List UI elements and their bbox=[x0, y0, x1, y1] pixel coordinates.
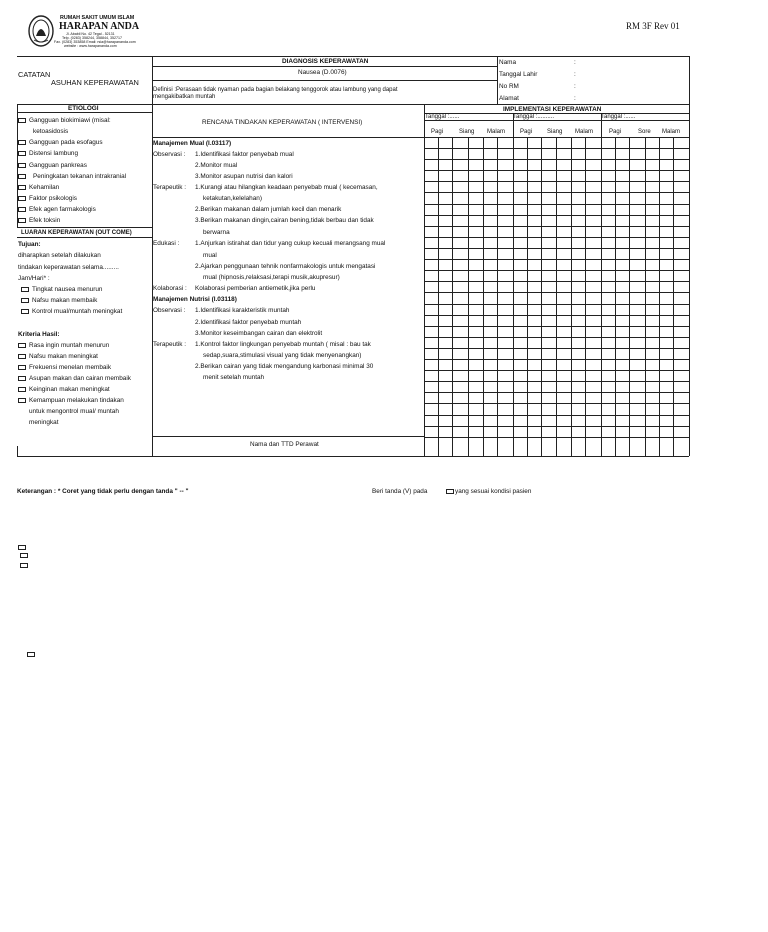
goal-item-1[interactable]: Tingkat nausea menurun bbox=[21, 286, 102, 294]
mual-kolaborasi-label: Kolaborasi : bbox=[153, 285, 187, 292]
mual-obs-1: 1.Identifikasi faktor penyebab mual bbox=[195, 151, 294, 158]
kriteria-heading: Kriteria Hasil: bbox=[18, 331, 60, 338]
etiologi-item-8[interactable]: Efek agen farmakologis bbox=[18, 206, 96, 214]
grid-column-line bbox=[659, 137, 660, 456]
patient-info-divider bbox=[497, 56, 498, 105]
tanggal-row-line bbox=[424, 120, 689, 121]
grid-row-line bbox=[424, 270, 689, 271]
grid-row-line bbox=[424, 259, 689, 260]
etiologi-item-7[interactable]: Faktor psikologis bbox=[18, 195, 77, 203]
grid-row-line bbox=[424, 226, 689, 227]
patient-tanggal-lahir-label: Tanggal Lahir bbox=[499, 71, 538, 78]
grid-column-line bbox=[541, 137, 542, 456]
mual-edu-1: 1.Anjurkan istirahat dan tidur yang cukup kecuali merangsang mual bbox=[195, 240, 386, 247]
grid-column-line bbox=[601, 137, 602, 456]
etiologi-item-4[interactable]: Gangguan pankreas bbox=[18, 162, 87, 170]
checkbox[interactable] bbox=[18, 365, 26, 370]
stray-checkbox-1[interactable] bbox=[18, 545, 26, 550]
diagnosis-heading-line bbox=[152, 66, 497, 67]
shift-day2-siang: Siang bbox=[547, 129, 563, 135]
luaran-top-line bbox=[17, 227, 152, 228]
luaran-heading: LUARAN KEPERAWATAN (OUT COME) bbox=[21, 230, 132, 236]
checkbox[interactable] bbox=[18, 196, 26, 201]
mual-obs-2: 2.Monitor mual bbox=[195, 162, 238, 169]
grid-row-line bbox=[424, 159, 689, 160]
grid-column-line bbox=[527, 137, 528, 456]
grid-column-line bbox=[629, 137, 630, 456]
shift-day3-sore: Sore bbox=[638, 129, 651, 135]
etiologi-item-2[interactable]: Gangguan pada esofagus bbox=[18, 139, 103, 147]
bottom-mid-tick bbox=[152, 446, 153, 456]
grid-row-line bbox=[424, 348, 689, 349]
kriteria-item-6-cont2: meningkat bbox=[29, 419, 59, 426]
nutrisi-terapeutik-label: Terapeutik : bbox=[153, 341, 187, 348]
bottom-left-tick bbox=[17, 446, 18, 456]
grid-row-line bbox=[424, 281, 689, 282]
patient-nama-colon: : bbox=[574, 59, 576, 66]
shift-day1-pagi: Pagi bbox=[431, 129, 444, 135]
tanggal-2: Tanggal :.......... bbox=[513, 114, 555, 120]
hospital-name: HARAPAN ANDA bbox=[59, 21, 140, 32]
mual-observasi-label: Observasi : bbox=[153, 151, 186, 158]
grid-column-line bbox=[645, 137, 646, 456]
checkbox[interactable] bbox=[18, 387, 26, 392]
goal-item-2[interactable]: Nafsu makan membaik bbox=[21, 297, 97, 305]
tujuan-line3: Jam/Hari* : bbox=[18, 275, 50, 282]
grid-row-line bbox=[424, 392, 689, 393]
grid-column-line bbox=[424, 137, 425, 456]
patient-no-rm-colon: : bbox=[574, 83, 576, 90]
hospital-line1: RUMAH SAKIT UMUM ISLAM bbox=[60, 15, 135, 21]
mual-ter-1b: ketakutan,kelelahan) bbox=[203, 195, 262, 202]
grid-column-line bbox=[585, 137, 586, 456]
grid-row-line bbox=[424, 248, 689, 249]
title-asuhan: ASUHAN KEPERAWATAN bbox=[51, 78, 139, 87]
kriteria-item-3[interactable]: Frekuensi menelan membaik bbox=[18, 364, 111, 372]
nutrisi-obs-2: 2.Identifikasi faktor penyebab muntah bbox=[195, 319, 302, 326]
grid-row-line bbox=[424, 192, 689, 193]
grid-row-line bbox=[424, 403, 689, 404]
checkbox[interactable] bbox=[18, 376, 26, 381]
title-catatan: CATATAN bbox=[18, 70, 51, 79]
checkbox[interactable] bbox=[18, 185, 26, 190]
patient-no-rm-label: No RM bbox=[499, 83, 519, 90]
left-column-divider bbox=[152, 56, 153, 456]
grid-column-line bbox=[438, 137, 439, 456]
intervensi-heading: RENCANA TINDAKAN KEPERAWATAN ( INTERVENSI) bbox=[202, 119, 363, 126]
grid-row-line bbox=[424, 326, 689, 327]
etiologi-item-1[interactable]: Gangguan biokimiawi (misal: bbox=[18, 117, 111, 125]
grid-row-line bbox=[424, 437, 689, 438]
legend-checkbox bbox=[446, 489, 454, 494]
tujuan-line1: diharapkan setelah dilakukan bbox=[18, 252, 101, 259]
hospital-address: Jl. Ababil No. 42 Tegal - 52131 bbox=[66, 32, 115, 36]
mual-edu-2: 2.Ajarkan penggunaan tehnik nonfarmakologis untuk mengatasi bbox=[195, 263, 376, 270]
keterangan-note: Keterangan : * Coret yang tidak perlu dengan tanda " -- " bbox=[17, 488, 189, 495]
grid-column-line bbox=[556, 137, 557, 456]
grid-row-line bbox=[424, 215, 689, 216]
etiologi-item-5[interactable]: Peningkatan tekanan intrakranial bbox=[18, 173, 126, 181]
kriteria-item-1[interactable]: Rasa ingin muntah menurun bbox=[18, 342, 109, 350]
kriteria-item-2[interactable]: Nafsu makan meningkat bbox=[18, 353, 98, 361]
tujuan-line2: tindakan keperawatan selama......... bbox=[18, 264, 119, 271]
checkbox[interactable] bbox=[18, 354, 26, 359]
grid-row-line bbox=[424, 381, 689, 382]
etiologi-item-6[interactable]: Kehamilan bbox=[18, 184, 59, 192]
mual-ter-1: 1.Kurangi atau hilangkan keadaan penyebab mual ( kecemasan, bbox=[195, 184, 378, 191]
grid-row-line bbox=[424, 148, 689, 149]
checkbox[interactable] bbox=[18, 398, 26, 403]
nutrisi-obs-1: 1.Identifikasi karakteristik muntah bbox=[195, 307, 290, 314]
grid-column-line bbox=[497, 137, 498, 456]
kriteria-item-6[interactable]: Kemampuan melakukan tindakan bbox=[18, 397, 124, 405]
tujuan-label: Tujuan: bbox=[18, 241, 41, 248]
luaran-heading-line bbox=[17, 237, 152, 238]
grid-column-line bbox=[673, 137, 674, 456]
patient-alamat-label: Alamat bbox=[499, 95, 519, 102]
etiologi-item-9[interactable]: Efek toksin bbox=[18, 217, 60, 225]
kriteria-item-5[interactable]: Keinginan makan meningkat bbox=[18, 386, 110, 394]
tanggal-3: Tanggal :...... bbox=[601, 114, 636, 120]
table-bottom-border bbox=[17, 456, 689, 457]
kriteria-item-4[interactable]: Asupan makan dan cairan membaik bbox=[18, 375, 131, 383]
hospital-website: website : www.harapananda.com bbox=[64, 44, 117, 48]
grid-row-line bbox=[424, 359, 689, 360]
mual-terapeutik-label: Terapeutik : bbox=[153, 184, 187, 191]
mual-heading: Manajemen Mual (I.03117) bbox=[153, 140, 232, 147]
etiologi-item-3[interactable]: Distensi lambung bbox=[18, 150, 78, 158]
checkbox[interactable] bbox=[18, 118, 26, 123]
goal-item-3[interactable]: Kontrol mual/muntah meningkat bbox=[21, 308, 122, 316]
diagnosis-name: Nausea (D.0076) bbox=[298, 69, 347, 76]
grid-row-line bbox=[424, 204, 689, 205]
nutrisi-ter-2b: menit setelah muntah bbox=[203, 374, 265, 381]
diagnosis-heading: DIAGNOSIS KEPERAWATAN bbox=[282, 58, 369, 65]
grid-row-line bbox=[424, 237, 689, 238]
mual-ter-2: 2.Berikan makanan dalam jumlah kecil dan menarik bbox=[195, 206, 342, 213]
beri-tanda-note: Beri tanda (V) pada bbox=[372, 488, 428, 495]
grid-row-line bbox=[424, 137, 689, 138]
hospital-phone: Telp. (0283) 358244, 358844, 352717 bbox=[62, 36, 122, 40]
shift-day3-pagi: Pagi bbox=[609, 129, 622, 135]
nutrisi-obs-3: 3.Monitor keseimbangan cairan dan elektrolit bbox=[195, 330, 323, 337]
mual-kol-1: Kolaborasi pemberian antiemetik,jika perlu bbox=[195, 285, 316, 292]
nutrisi-observasi-label: Observasi : bbox=[153, 307, 186, 314]
checkbox[interactable] bbox=[18, 151, 26, 156]
checkbox[interactable] bbox=[18, 140, 26, 145]
mual-edu-1b: mual bbox=[203, 252, 217, 259]
hospital-fax-email: Fax. (0283) 353858 Email: rsia@harapananda.com bbox=[54, 40, 136, 44]
mual-edu-2b: mual (hipnosis,relaksasi,terapi musik,akupresur) bbox=[203, 274, 340, 281]
mual-edukasi-label: Edukasi : bbox=[153, 240, 180, 247]
grid-row-line bbox=[424, 170, 689, 171]
grid-column-line bbox=[513, 137, 514, 456]
grid-column-line bbox=[452, 137, 453, 456]
grid-row-line bbox=[424, 304, 689, 305]
shift-day1-malam: Malam bbox=[487, 129, 506, 135]
checkbox[interactable] bbox=[21, 298, 29, 303]
checkbox[interactable] bbox=[18, 343, 26, 348]
stray-checkbox-4[interactable] bbox=[27, 652, 35, 657]
shift-day3-malam: Malam bbox=[662, 129, 681, 135]
etiologi-item-1-cont: ketoasidosis bbox=[33, 128, 69, 135]
shift-day2-pagi: Pagi bbox=[520, 129, 533, 135]
grid-column-line bbox=[468, 137, 469, 456]
grid-row-line bbox=[424, 315, 689, 316]
mual-obs-3: 3.Monitor asupan nutrisi dan kalori bbox=[195, 173, 293, 180]
checkbox[interactable] bbox=[18, 218, 26, 223]
table-right-border bbox=[689, 56, 690, 456]
stray-checkbox-2[interactable] bbox=[20, 553, 28, 558]
etiologi-heading: ETIOLOGI bbox=[68, 105, 99, 112]
kriteria-item-6-cont1: untuk mengontrol mual/ muntah bbox=[29, 408, 119, 415]
patient-nama-label: Nama bbox=[499, 59, 517, 66]
grid-column-line bbox=[571, 137, 572, 456]
patient-tanggal-colon: : bbox=[574, 71, 576, 78]
checkbox[interactable] bbox=[21, 309, 29, 314]
intervensi-heading-line bbox=[152, 137, 424, 138]
nutrisi-ter-1: 1.Kontrol faktor lingkungan penyebab muntah ( misal : bau tak bbox=[195, 341, 371, 348]
diagnosis-definition-l1: Definisi :Perasaan tidak nyaman pada bagian belakang tenggorok atau lambung yang dapat bbox=[153, 87, 398, 93]
form-code: RM 3F Rev 01 bbox=[626, 21, 680, 31]
mual-ter-3b: berwarna bbox=[203, 229, 230, 236]
grid-row-line bbox=[424, 337, 689, 338]
grid-row-line bbox=[424, 370, 689, 371]
grid-row-line bbox=[424, 415, 689, 416]
ttd-label: Nama dan TTD Perawat bbox=[250, 441, 319, 448]
checkbox[interactable] bbox=[18, 207, 26, 212]
mual-ter-3: 3.Berikan makanan dingin,cairan bening,tidak berbau dan tidak bbox=[195, 217, 374, 224]
diagnosis-name-line bbox=[152, 80, 497, 81]
grid-column-line bbox=[483, 137, 484, 456]
nutrisi-ter-1b: sedap,suara,stimulasi visual yang tidak menyenangkan) bbox=[203, 352, 362, 359]
checkbox[interactable] bbox=[18, 174, 26, 179]
hospital-logo bbox=[28, 14, 54, 48]
nutrisi-ter-2: 2.Berikan cairan yang tidak mengandung karbonasi minimal 30 bbox=[195, 363, 374, 370]
tanggal-1: Tanggal :...... bbox=[425, 114, 460, 120]
nutrisi-heading: Manajemen Nutrisi (I.03118) bbox=[153, 296, 237, 303]
grid-row-line bbox=[424, 292, 689, 293]
grid-row-line bbox=[424, 181, 689, 182]
checkbox[interactable] bbox=[18, 163, 26, 168]
section-divider-line bbox=[17, 104, 689, 105]
ttd-line bbox=[152, 436, 424, 437]
grid-row-line bbox=[424, 426, 689, 427]
grid-column-line bbox=[615, 137, 616, 456]
shift-day1-siang: Siang bbox=[459, 129, 475, 135]
diagnosis-definition-l2: mengakibatkan muntah bbox=[153, 94, 216, 100]
patient-alamat-colon: : bbox=[574, 95, 576, 102]
table-top-border bbox=[17, 56, 689, 57]
sesuai-note: yang sesuai kondisi pasien bbox=[455, 488, 532, 495]
stray-checkbox-3[interactable] bbox=[20, 563, 28, 568]
implementasi-heading: IMPLEMENTASI KEPERAWATAN bbox=[503, 106, 602, 113]
checkbox[interactable] bbox=[21, 287, 29, 292]
shift-day2-malam: Malam bbox=[575, 129, 594, 135]
